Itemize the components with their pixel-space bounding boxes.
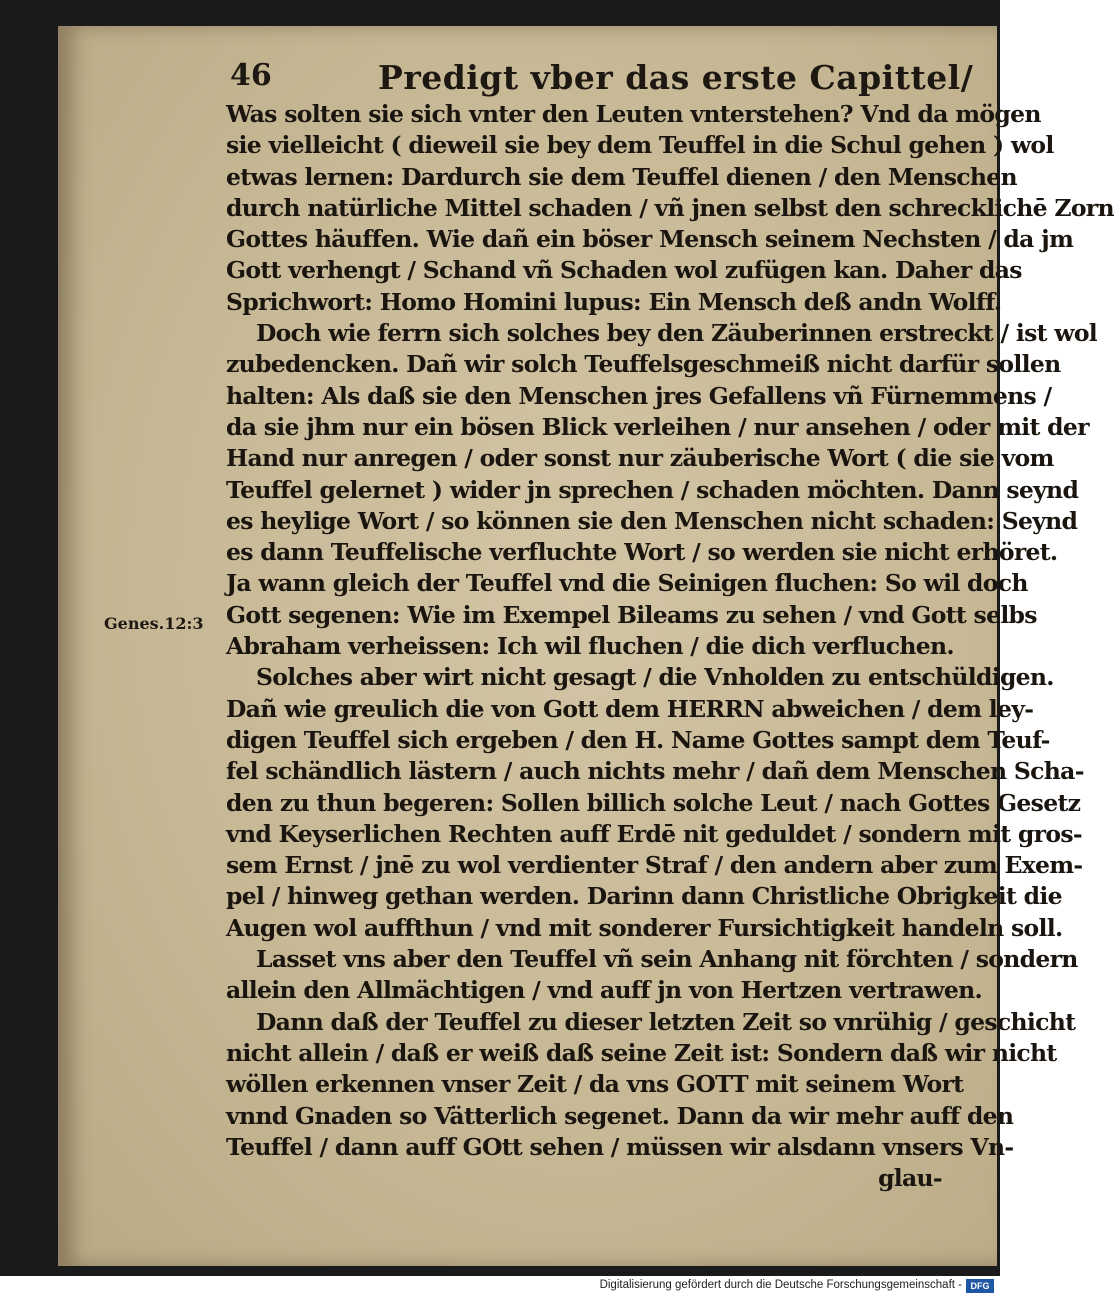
text-line: Dañ wie greulich die von Gott dem HERRN abweichen / dem ley- — [226, 694, 1034, 723]
text-line: Was solten sie sich vnter den Leuten vnterstehen? Vnd da mögen — [226, 100, 1041, 128]
text-line: nicht allein / daß er weiß daß seine Zeit ist: Sondern daß wir nicht — [226, 1038, 1057, 1067]
text-line: Sprichwort: Homo Homini lupus: Ein Mensch deß andn Wolff. — [226, 287, 1002, 316]
text-line: Ja wann gleich der Teuffel vnd die Seinigen fluchen: So wil doch — [226, 569, 1028, 598]
text-line: zubedencken. Dañ wir solch Teuffelsgeschmeiß nicht darfür sollen — [226, 350, 1061, 379]
text-line: sie vielleicht ( dieweil sie bey dem Teuffel in die Schul gehen ) wol — [226, 131, 1054, 160]
text-line: halten: Als daß sie den Menschen jres Gefallens vñ Fürnemmens / — [226, 381, 1052, 410]
text-line: Hand nur anregen / oder sonst nur zäuberische Wort ( die sie vom — [226, 444, 1054, 473]
text-line: Gottes häuffen. Wie dañ ein böser Mensch seinem Nechsten / da jm — [226, 225, 1074, 254]
text-line: Dann daß der Teuffel zu dieser letzten Zeit so vnrühig / geschicht — [256, 1007, 1076, 1036]
text-line: wöllen erkennen vnser Zeit / da vns GOTT mit seinem Wort — [226, 1070, 964, 1099]
text-line: pel / hinweg gethan werden. Darinn dann Christliche Obrigkeit die — [226, 882, 1062, 911]
catchword: glau- — [878, 1164, 942, 1193]
running-title: Predigt vber das erste Capittel/ — [378, 58, 974, 97]
text-line: Solches aber wirt nicht gesagt / die Vnholden zu entschüldigen. — [256, 663, 1054, 692]
text-line: Augen wol auffthun / vnd mit sonderer Fursichtigkeit handeln soll. — [226, 913, 1063, 942]
footer-bar — [0, 1276, 1000, 1297]
text-line: es dann Teuffelische verfluchte Wort / so werden sie nicht erhöret. — [226, 538, 1058, 567]
text-line: etwas lernen: Dardurch sie dem Teuffel dienen / den Menschen — [226, 162, 1017, 191]
text-line: Teuffel / dann auff GOtt sehen / müssen wir alsdann vnsers Vn- — [226, 1132, 1014, 1161]
text-line: den zu thun begeren: Sollen billich solche Leut / nach Gottes Gesetz — [226, 788, 1081, 817]
body-text — [226, 99, 1114, 1194]
text-line: vnd Keyserlichen Rechten auff Erdē nit geduldet / sondern mit gros- — [226, 819, 1082, 848]
text-line: Doch wie ferrn sich solches bey den Zäuberinnen erstreckt / ist wol — [256, 319, 1098, 348]
margin-note: Genes.12:3 — [104, 614, 204, 633]
text-line: digen Teuffel sich ergeben / den H. Name Gottes sampt dem Teuf- — [226, 725, 1050, 754]
text-line: vnnd Gnaden so Vätterlich segenet. Dann da wir mehr auff den — [226, 1101, 1014, 1130]
text-line: Gott verhengt / Schand vñ Schaden wol zufügen kan. Daher das — [226, 256, 1022, 285]
text-line: es heylige Wort / so können sie den Menschen nicht schaden: Seynd — [226, 506, 1078, 535]
text-line: Lasset vns aber den Teuffel vñ sein Anhang nit förchten / sondern — [256, 945, 1078, 974]
page-header — [230, 58, 974, 98]
funding-credit: Digitalisierung gefördert durch die Deutsche Forschungsgemeinschaft - — [599, 1279, 962, 1291]
text-line: durch natürliche Mittel schaden / vñ jnen selbst den schrecklichē Zorn — [226, 193, 1114, 222]
text-line: fel schändlich lästern / auch nichts mehr / dañ dem Menschen Scha- — [226, 757, 1084, 786]
text-line: Teuffel gelernet ) wider jn sprechen / schaden möchten. Dann seynd — [226, 475, 1079, 504]
text-line: Abraham verheissen: Ich wil fluchen / die dich verfluchen. — [226, 632, 954, 661]
page-number: 46 — [230, 58, 272, 93]
text-line: allein den Allmächtigen / vnd auff jn von Hertzen vertrawen. — [226, 976, 982, 1005]
text-line: sem Ernst / jnē zu wol verdienter Straf / den andern aber zum Exem- — [226, 851, 1083, 880]
text-line: Gott segenen: Wie im Exempel Bileams zu sehen / vnd Gott selbs — [226, 600, 1037, 629]
text-line: da sie jhm nur ein bösen Blick verleihen / nur ansehen / oder mit der — [226, 412, 1089, 441]
dfg-logo: DFG — [966, 1279, 994, 1293]
